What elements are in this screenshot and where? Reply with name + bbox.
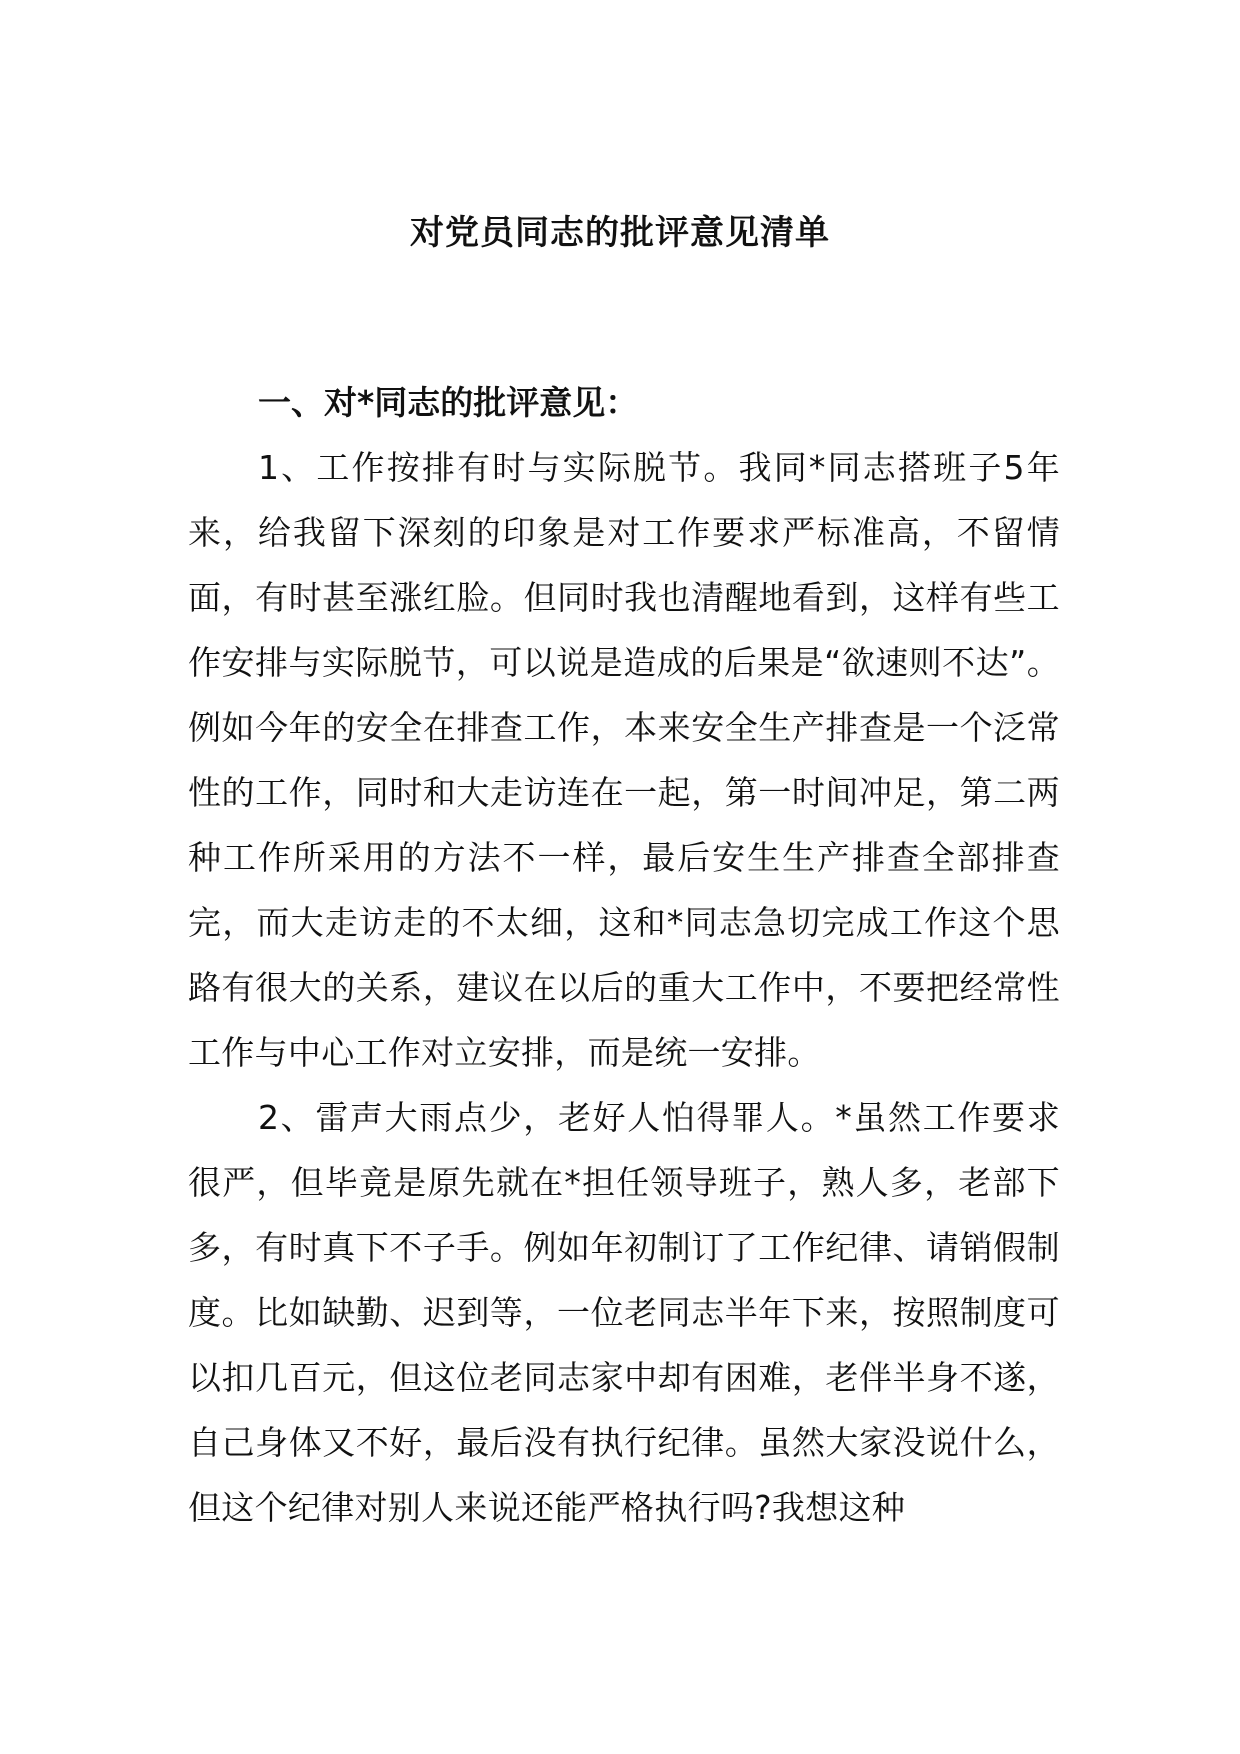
document-title: 对党员同志的批评意见清单 [410,213,830,253]
paragraph-2: 2、雷声大雨点少，老好人怕得罪人。*虽然工作要求很严，但毕竟是原先就在*担任领导班子，熟人多，老部下多，有时真下不子手。例如年初制订了工作纪律、请销假制度。比如缺勤、迟到等，一位老同志半年下来，按照制度可以扣几百元，但这位老同志家中却有困难，老伴半身不遂，自己身体又不好，最后没有执行纪律。虽然大家没说什么，但这个纪律对别人来说还能严格执行吗?我想这种 [188,1098,1060,1527]
section-heading: 一、对*同志的批评意见： [258,383,639,422]
paragraph-1: 1、工作按排有时与实际脱节。我同*同志搭班子5年来，给我留下深刻的印象是对工作要求严标准高，不留情面，有时甚至涨红脸。但同时我也清醒地看到，这样有些工作安排与实际脱节，可以说是造成的后果是“欲速则不达”。例如今年的安全在排查工作，本来安全生产排查是一个泛常性的工作，同时和大走访连在一起，第一时间冲足，第二两种工作所采用的方法不一样，最后安生生产排查全部排查完，而大走访走的不太细，这和*同志急切完成工作这个思路有很大的关系，建议在以后的重大工作中，不要把经常性工作与中心工作对立安排，而是统一安排。 [188,448,1060,1072]
document-body [188,370,1060,1540]
